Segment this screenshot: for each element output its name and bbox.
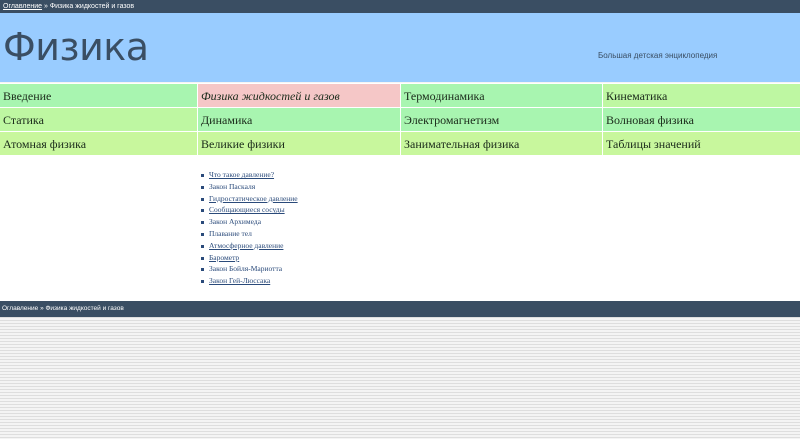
top-breadcrumb-bar: [0, 0, 800, 13]
list-item: [200, 169, 298, 181]
list-item: [200, 216, 298, 228]
topic-link[interactable]: Закон Паскаля: [209, 181, 256, 191]
list-item: [200, 181, 298, 193]
topic-link[interactable]: Барометр: [209, 252, 240, 262]
section-nav-grid: [0, 83, 800, 155]
main-content: [0, 155, 800, 301]
nav-item-fluids-active[interactable]: Физика жидкостей и газов: [198, 83, 400, 107]
topic-link[interactable]: Сообщающиеся сосуды: [209, 205, 285, 215]
topic-link[interactable]: Что такое давление?: [209, 170, 275, 179]
list-item: [200, 204, 298, 216]
nav-item-kinematics[interactable]: Кинематика: [603, 83, 800, 107]
site-title: Физика: [3, 25, 149, 69]
breadcrumb-current: Физика жидкостей и газов: [49, 3, 135, 10]
list-item: [200, 193, 298, 205]
nav-item-atomic-physics[interactable]: Атомная физика: [0, 131, 197, 155]
topic-list: [200, 169, 298, 287]
nav-item-electromagnetism[interactable]: Электромагнетизм: [401, 107, 602, 131]
topic-link[interactable]: Плавание тел: [209, 228, 252, 238]
nav-item-great-physicists[interactable]: Великие физики: [198, 131, 400, 155]
nav-item-thermodynamics[interactable]: Термодинамика: [401, 83, 602, 107]
footer-current-link[interactable]: Физика жидкостей и газов: [45, 305, 124, 312]
breadcrumb-separator: »: [43, 3, 50, 10]
topic-link[interactable]: Закон Гей-Люссака: [209, 276, 271, 286]
nav-item-dynamics[interactable]: Динамика: [198, 107, 400, 131]
footer-breadcrumb-bar: [0, 301, 800, 317]
footer-separator: »: [40, 305, 46, 312]
nav-item-fun-physics[interactable]: Занимательная физика: [401, 131, 602, 155]
footer-home-link[interactable]: Оглавление: [2, 305, 39, 312]
topic-link[interactable]: Гидростатическое давление: [209, 193, 298, 203]
breadcrumb-home-link[interactable]: Оглавление: [3, 3, 43, 10]
list-item: [200, 263, 298, 275]
list-item: [200, 275, 298, 287]
list-item: [200, 240, 298, 252]
topic-link[interactable]: Закон Бойля-Мариотта: [209, 264, 283, 274]
nav-item-statics[interactable]: Статика: [0, 107, 197, 131]
site-header: [0, 13, 800, 82]
nav-item-wave-physics[interactable]: Волновая физика: [603, 107, 800, 131]
list-item: [200, 228, 298, 240]
nav-item-value-tables[interactable]: Таблицы значений: [603, 131, 800, 155]
topic-link[interactable]: Атмосферное давление: [209, 240, 284, 250]
site-tagline: Большая детская энциклопедия: [598, 51, 718, 60]
nav-item-vvedenie[interactable]: Введение: [0, 83, 197, 107]
topic-link[interactable]: Закон Архимеда: [209, 217, 262, 227]
list-item: [200, 252, 298, 264]
